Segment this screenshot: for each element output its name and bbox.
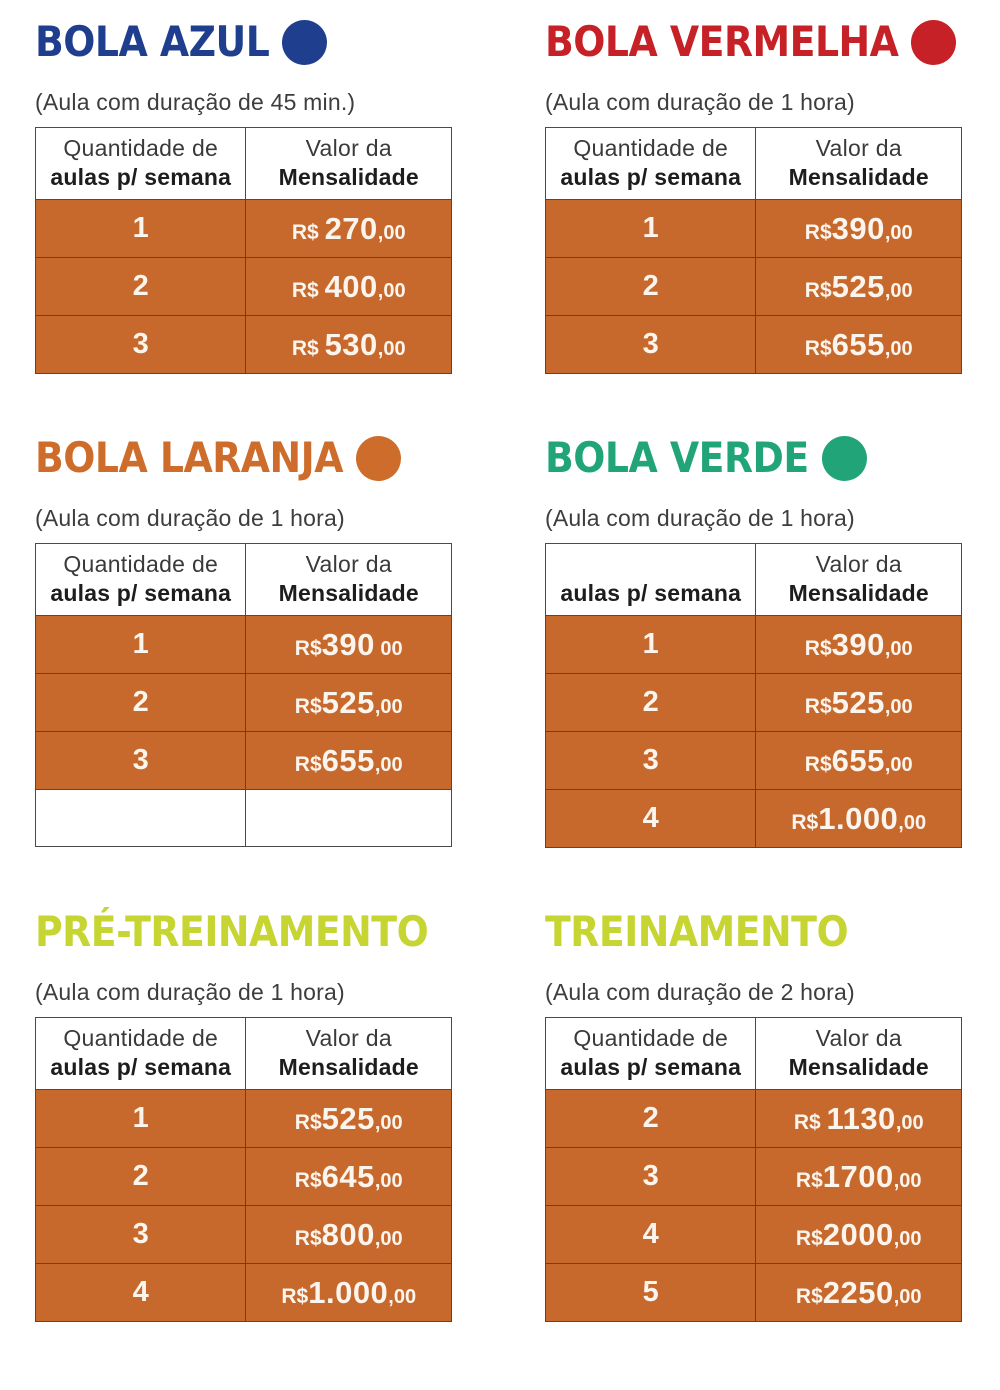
header-line1: Quantidade de — [63, 134, 219, 161]
currency-symbol: R$ — [294, 1110, 322, 1134]
value-cents: ,00 — [884, 637, 913, 660]
value-cents: ,00 — [374, 1169, 403, 1192]
value-main: 530 — [324, 326, 378, 362]
value-main: 1130 — [826, 1100, 896, 1136]
currency-symbol: R$ — [795, 1284, 823, 1308]
value-main: 2000 — [822, 1216, 894, 1252]
empty-cell — [246, 790, 452, 847]
col-header-qty — [36, 128, 246, 200]
value-main: 800 — [321, 1216, 375, 1252]
section-bola-verde — [545, 432, 965, 848]
col-header-qty — [546, 128, 756, 200]
section-bola-laranja — [35, 432, 455, 847]
table-row — [546, 1264, 962, 1322]
table-row — [36, 1206, 452, 1264]
value-cell — [246, 316, 452, 374]
qty-cell: 1 — [546, 200, 756, 258]
currency-symbol: R$ — [294, 1226, 322, 1250]
table-row — [36, 316, 452, 374]
section-bola-vermelha — [545, 16, 965, 374]
value-cents: ,00 — [374, 695, 403, 718]
section-title: BOLA VERDE — [545, 433, 809, 482]
value-cents: 00 — [374, 637, 403, 660]
currency-symbol: R$ — [795, 1168, 823, 1192]
qty-cell: 1 — [36, 1090, 246, 1148]
value-main: 1700 — [822, 1158, 894, 1194]
price-table — [545, 543, 962, 848]
col-header-qty — [546, 544, 756, 616]
header-line1: Valor da — [305, 550, 392, 577]
currency-symbol: R$ — [804, 636, 832, 660]
qty-cell: 3 — [546, 316, 756, 374]
value-cell — [756, 732, 962, 790]
qty-cell: 3 — [36, 1206, 246, 1264]
section-treinamento — [545, 906, 965, 1322]
table-row — [546, 316, 962, 374]
header-line1: Valor da — [305, 134, 392, 161]
price-table — [545, 1017, 962, 1322]
currency-symbol: R$ — [804, 220, 832, 244]
section-subtitle: (Aula com duração de 2 hora) — [545, 979, 855, 1005]
currency-symbol: R$ — [793, 1110, 827, 1134]
empty-row — [36, 790, 452, 847]
qty-cell: 5 — [546, 1264, 756, 1322]
value-main: 400 — [324, 268, 378, 304]
value-main: 525 — [831, 268, 885, 304]
section-subtitle: (Aula com duração de 45 min.) — [35, 89, 356, 115]
currency-symbol: R$ — [294, 752, 322, 776]
value-cell — [756, 1148, 962, 1206]
value-cell — [246, 616, 452, 674]
table-row — [546, 200, 962, 258]
qty-cell: 2 — [546, 258, 756, 316]
section-title-row — [35, 906, 455, 958]
header-row — [546, 1018, 962, 1090]
qty-cell: 2 — [36, 1148, 246, 1206]
header-row — [546, 544, 962, 616]
section-title: PRÉ-TREINAMENTO — [35, 907, 429, 956]
currency-symbol: R$ — [795, 1226, 823, 1250]
table-row — [36, 258, 452, 316]
currency-symbol: R$ — [291, 220, 325, 244]
value-cents: ,00 — [884, 221, 913, 244]
value-cell — [756, 790, 962, 848]
header-line1: Quantidade de — [63, 550, 219, 577]
section-subtitle: (Aula com duração de 1 hora) — [545, 89, 855, 115]
col-header-value — [246, 544, 452, 616]
header-line1: Valor da — [815, 134, 902, 161]
value-cell — [246, 732, 452, 790]
value-main: 390 — [831, 210, 885, 246]
value-cents: ,00 — [388, 1285, 417, 1308]
qty-cell: 3 — [36, 316, 246, 374]
section-title: BOLA VERMELHA — [545, 17, 899, 66]
currency-symbol: R$ — [804, 694, 832, 718]
currency-symbol: R$ — [791, 810, 819, 834]
qty-cell: 2 — [546, 1090, 756, 1148]
value-cents: ,00 — [893, 1285, 922, 1308]
qty-cell: 1 — [36, 200, 246, 258]
value-cell — [756, 258, 962, 316]
col-header-qty — [36, 544, 246, 616]
price-table — [35, 543, 452, 847]
table-row — [546, 790, 962, 848]
table-row — [546, 1090, 962, 1148]
header-line2: aulas p/ semana — [560, 163, 742, 190]
qty-cell: 1 — [546, 616, 756, 674]
table-row — [36, 200, 452, 258]
qty-cell: 4 — [546, 790, 756, 848]
price-table — [545, 127, 962, 374]
value-cents: ,00 — [884, 279, 913, 302]
table-row — [36, 1264, 452, 1322]
currency-symbol: R$ — [281, 1284, 309, 1308]
section-subtitle: (Aula com duração de 1 hora) — [35, 505, 345, 531]
header-line2: aulas p/ semana — [50, 579, 232, 606]
section-title: TREINAMENTO — [545, 907, 849, 956]
header-line2: Mensalidade — [788, 1053, 929, 1080]
col-header-value — [246, 128, 452, 200]
table-row — [36, 616, 452, 674]
value-cell — [246, 200, 452, 258]
header-line2: aulas p/ semana — [560, 1053, 742, 1080]
value-main: 655 — [321, 742, 375, 778]
value-cell — [246, 1264, 452, 1322]
value-cents: ,00 — [374, 753, 403, 776]
header-line2: aulas p/ semana — [50, 163, 232, 190]
qty-cell: 2 — [36, 674, 246, 732]
value-cell — [756, 200, 962, 258]
col-header-value — [756, 1018, 962, 1090]
sections-grid — [35, 16, 965, 1380]
table-row — [546, 258, 962, 316]
qty-cell: 3 — [546, 1148, 756, 1206]
section-title-row — [545, 432, 965, 484]
value-cents: ,00 — [884, 753, 913, 776]
col-header-qty — [546, 1018, 756, 1090]
qty-cell: 2 — [36, 258, 246, 316]
qty-cell: 3 — [36, 732, 246, 790]
header-line1: Valor da — [305, 1024, 392, 1051]
qty-cell: 4 — [36, 1264, 246, 1322]
table-row — [36, 1148, 452, 1206]
value-cents: ,00 — [377, 337, 406, 360]
header-row — [546, 128, 962, 200]
value-main: 655 — [831, 326, 885, 362]
value-cents: ,00 — [898, 811, 927, 834]
qty-cell: 4 — [546, 1206, 756, 1264]
table-row — [546, 616, 962, 674]
red-ball-icon — [911, 20, 956, 65]
value-main: 390 — [321, 626, 375, 662]
section-pre-treinamento — [35, 906, 455, 1322]
value-cell — [246, 258, 452, 316]
table-row — [546, 1148, 962, 1206]
currency-symbol: R$ — [294, 1168, 322, 1192]
currency-symbol: R$ — [291, 336, 325, 360]
header-line2: Mensalidade — [278, 579, 419, 606]
value-cents: ,00 — [884, 695, 913, 718]
header-row — [36, 1018, 452, 1090]
header-line2: Mensalidade — [278, 1053, 419, 1080]
col-header-value — [756, 544, 962, 616]
value-cell — [756, 616, 962, 674]
value-main: 525 — [321, 1100, 375, 1136]
value-cents: ,00 — [374, 1227, 403, 1250]
header-line1: Quantidade de — [573, 134, 729, 161]
value-cents: ,00 — [884, 337, 913, 360]
value-cell — [756, 1206, 962, 1264]
table-row — [36, 674, 452, 732]
header-line1: Quantidade de — [63, 1024, 219, 1051]
table-row — [546, 1206, 962, 1264]
value-main: 270 — [324, 210, 378, 246]
header-line1 — [546, 550, 755, 579]
green-ball-icon — [822, 436, 867, 481]
value-cell — [246, 674, 452, 732]
price-table — [35, 1017, 452, 1322]
value-cell — [756, 316, 962, 374]
value-cents: ,00 — [893, 1227, 922, 1250]
value-main: 645 — [321, 1158, 375, 1194]
header-line1: Quantidade de — [573, 1024, 729, 1051]
currency-symbol: R$ — [294, 694, 322, 718]
value-cell — [756, 1090, 962, 1148]
value-cents: ,00 — [895, 1111, 924, 1134]
header-row — [36, 128, 452, 200]
value-main: 390 — [831, 626, 885, 662]
section-title-row — [35, 16, 455, 68]
header-line2: Mensalidade — [278, 163, 419, 190]
value-main: 525 — [321, 684, 375, 720]
section-title: BOLA LARANJA — [35, 433, 343, 482]
col-header-value — [246, 1018, 452, 1090]
section-subtitle: (Aula com duração de 1 hora) — [545, 505, 855, 531]
currency-symbol: R$ — [804, 752, 832, 776]
currency-symbol: R$ — [804, 336, 832, 360]
qty-cell: 2 — [546, 674, 756, 732]
qty-cell: 1 — [36, 616, 246, 674]
table-row — [546, 732, 962, 790]
value-cell — [756, 674, 962, 732]
currency-symbol: R$ — [291, 278, 325, 302]
col-header-value — [756, 128, 962, 200]
col-header-qty — [36, 1018, 246, 1090]
value-main: 1.000 — [818, 800, 899, 836]
price-table — [35, 127, 452, 374]
section-title: BOLA AZUL — [35, 17, 270, 66]
table-row — [546, 674, 962, 732]
section-title-row — [545, 906, 965, 958]
orange-ball-icon — [356, 436, 401, 481]
header-line1: Valor da — [815, 1024, 902, 1051]
value-cell — [246, 1206, 452, 1264]
qty-cell: 3 — [546, 732, 756, 790]
currency-symbol: R$ — [294, 636, 322, 660]
value-cents: ,00 — [893, 1169, 922, 1192]
value-main: 655 — [831, 742, 885, 778]
table-row — [36, 1090, 452, 1148]
header-line2: aulas p/ semana — [50, 1053, 232, 1080]
currency-symbol: R$ — [804, 278, 832, 302]
header-line1: Valor da — [815, 550, 902, 577]
value-main: 2250 — [822, 1274, 894, 1310]
value-cents: ,00 — [377, 221, 406, 244]
value-cents: ,00 — [374, 1111, 403, 1134]
value-cell — [246, 1148, 452, 1206]
header-line2: Mensalidade — [788, 163, 929, 190]
value-main: 525 — [831, 684, 885, 720]
header-line2: Mensalidade — [788, 579, 929, 606]
section-title-row — [545, 16, 965, 68]
section-subtitle: (Aula com duração de 1 hora) — [35, 979, 345, 1005]
blue-ball-icon — [282, 20, 327, 65]
empty-cell — [36, 790, 246, 847]
table-row — [36, 732, 452, 790]
section-bola-azul — [35, 16, 455, 374]
value-main: 1.000 — [308, 1274, 389, 1310]
header-row — [36, 544, 452, 616]
value-cents: ,00 — [377, 279, 406, 302]
value-cell — [246, 1090, 452, 1148]
value-cell — [756, 1264, 962, 1322]
header-line2: aulas p/ semana — [560, 579, 742, 606]
section-title-row — [35, 432, 455, 484]
